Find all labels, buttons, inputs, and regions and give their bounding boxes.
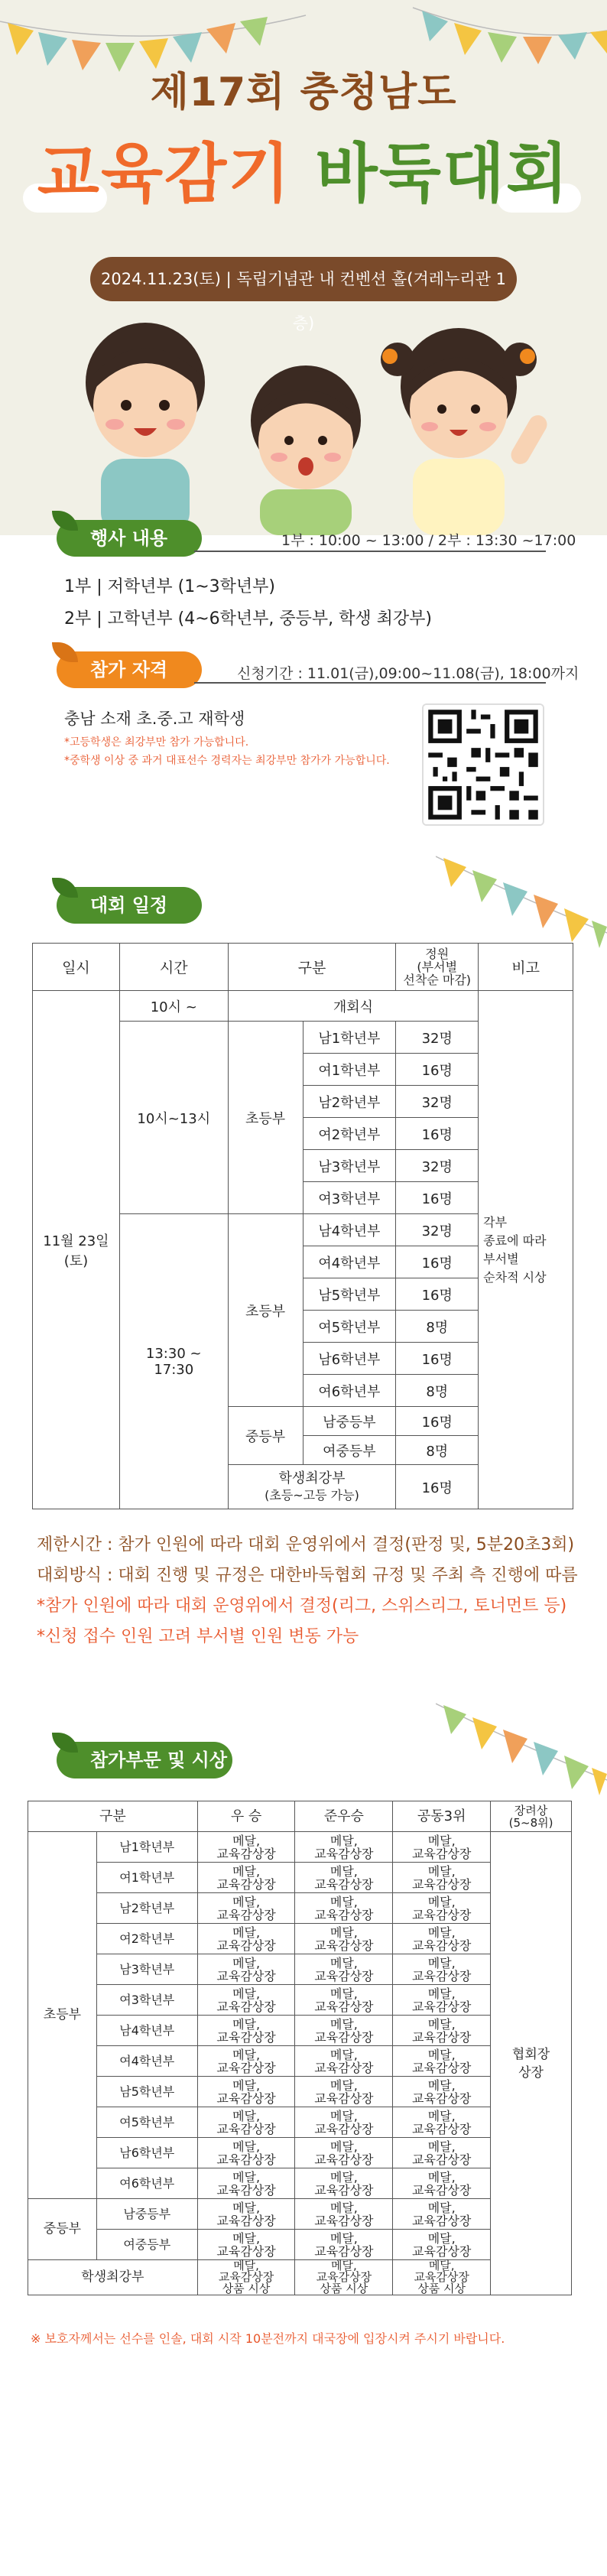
prize-table [28, 1801, 572, 2295]
table-row [28, 2199, 572, 2230]
prize-row-name: 여2학년부 [96, 1924, 197, 1954]
prize-winner [197, 2168, 295, 2199]
application-period: 신청기간 : 11.01(금),09:00~11.08(금), 18:00까지 [237, 665, 579, 682]
date-location-pill: 2024.11.23(토) | 독립기념관 내 컨벤션 홀(겨레누리관 1층) [90, 257, 517, 301]
award-text: 교육감상장 [412, 1968, 472, 1983]
rule-note2: *신청 접수 인원 고려 부서별 인원 변동 가능 [37, 1627, 359, 1646]
prize-row-name: 남중등부 [96, 2199, 197, 2230]
th-encourage-1: 장려상 [514, 1803, 548, 1817]
prize-runnerup [295, 2260, 393, 2295]
table-row-name: 남4학년부 [303, 1214, 396, 1246]
prize-winner [197, 1954, 295, 1985]
th-category: 구분 [28, 1801, 198, 1832]
encourage-text: 상장 [518, 2064, 544, 2081]
award-text: 메달, [428, 2259, 455, 2272]
medal-text: 메달, [427, 1986, 456, 2001]
medal-text: 메달, [427, 2108, 456, 2123]
prize-winner [197, 1893, 295, 1924]
prize-runnerup [295, 2077, 393, 2107]
remark-2: 종료에 따라 [483, 1233, 547, 1248]
th-encourage [491, 1801, 572, 1832]
prize-runnerup [295, 1954, 393, 1985]
table-row-cap: 16명 [396, 1407, 479, 1436]
table-row-cap: 32명 [396, 1022, 479, 1054]
leaf-icon [52, 878, 78, 898]
medal-text: 메달, [232, 2047, 261, 2062]
medal-text: 메달, [329, 2047, 358, 2062]
medal-text: 메달, [329, 2016, 358, 2032]
medal-text: 메달, [427, 2139, 456, 2154]
award-text: 교육감상장 [218, 2270, 274, 2284]
medal-text: 메달, [427, 2200, 456, 2215]
remark-1: 각부 [483, 1214, 508, 1230]
award-text: 교육감상장 [314, 2182, 374, 2198]
prize-third [393, 2138, 491, 2168]
eligibility-label-text: 참가 자격 [90, 659, 168, 681]
table-row-cap: 16명 [396, 1278, 479, 1311]
medal-text: 메달, [232, 1925, 261, 1940]
divider-event [194, 551, 546, 552]
medal-text: 메달, [232, 2230, 261, 2246]
award-text: 교육감상장 [216, 2182, 276, 2198]
medal-text: 메달, [427, 1833, 456, 1848]
table-row-cap: 32명 [396, 1086, 479, 1118]
eligibility-note1: *고등학생은 최강부만 참가 가능합니다. [64, 736, 249, 749]
div-mid: 중등부 [228, 1407, 303, 1465]
award-text: 교육감상장 [412, 2121, 472, 2136]
th-date: 일시 [33, 944, 120, 991]
date-cell [33, 991, 120, 1509]
prize-runnerup [295, 2107, 393, 2138]
table-row [28, 2230, 572, 2260]
medal-text: 메달, [427, 2077, 456, 2093]
table-row-name: 여3학년부 [303, 1182, 396, 1214]
medal-text: 메달, [427, 1894, 456, 1909]
award-text: 교육감상장 [216, 1846, 276, 1861]
award-text: 교육감상장 [216, 2243, 276, 2259]
medal-text: 메달, [427, 2047, 456, 2062]
table-row-cap: 16명 [396, 1118, 479, 1150]
award-text: 교육감상장 [314, 2090, 374, 2106]
table-row-name: 여6학년부 [303, 1375, 396, 1407]
award-text: 교육감상장 [314, 2152, 374, 2167]
award-text: 교육감상장 [216, 1938, 276, 1953]
medal-text: 메달, [427, 1955, 456, 1970]
award-text: 교육감상장 [314, 1999, 374, 2014]
award-text: 교육감상장 [314, 2243, 374, 2259]
date-text: 11월 23일 [43, 1233, 109, 1249]
table-row [28, 2046, 572, 2077]
remark-3: 부서별 [483, 1251, 519, 1266]
prize-third [393, 1863, 491, 1893]
award-text: 메달, [331, 2259, 357, 2272]
div-elem-1: 초등부 [228, 1022, 303, 1214]
table-row-name: 여중등부 [303, 1436, 396, 1465]
table-row [28, 2138, 572, 2168]
table-row-name: 여5학년부 [303, 1311, 396, 1343]
table-row-cap: 16명 [396, 1054, 479, 1086]
rule-time-limit: 제한시간 : 참가 인원에 따라 대회 운영위에서 결정(판정 및, 5분20초3회) [37, 1535, 575, 1554]
prize-runnerup [295, 2016, 393, 2046]
event-part1: 1부 | 저학년부 (1~3학년부) [64, 577, 275, 596]
ceremony-cell: 개회식 [228, 991, 478, 1022]
th-time: 시간 [119, 944, 228, 991]
div-best-b: (초등~고등 가능) [265, 1487, 359, 1502]
prize-third [393, 2260, 491, 2295]
prize-runnerup [295, 1863, 393, 1893]
table-row [28, 1832, 572, 1863]
prize-row-name: 여중등부 [96, 2230, 197, 2260]
schedule-table [32, 943, 573, 1509]
event-part2: 2부 | 고학년부 (4~6학년부, 중등부, 학생 최강부) [64, 609, 432, 629]
div-best-a: 학생최강부 [278, 1470, 346, 1486]
prize-third [393, 2077, 491, 2107]
table-row [28, 2168, 572, 2199]
table-row-name: 남1학년부 [303, 1022, 396, 1054]
prize-runnerup [295, 2199, 393, 2230]
award-text: 교육감상장 [314, 1938, 374, 1953]
award-text: 교육감상장 [216, 2090, 276, 2106]
table-row-cap: 8명 [396, 1436, 479, 1465]
medal-text: 메달, [329, 1863, 358, 1879]
table-row [28, 1954, 572, 1985]
prize-winner [197, 2016, 295, 2046]
prize-winner [197, 2077, 295, 2107]
prize-winner [197, 2138, 295, 2168]
prize-row-name: 남1학년부 [96, 1832, 197, 1863]
prize-third [393, 1954, 491, 1985]
prize-winner [197, 2230, 295, 2260]
table-row-name: 남3학년부 [303, 1150, 396, 1182]
medal-text: 메달, [329, 2139, 358, 2154]
day-text: (토) [63, 1252, 89, 1269]
title-line1: 제17회 충청남도 [150, 70, 457, 115]
th-third: 공동3위 [393, 1801, 491, 1832]
award-text: 교육감상장 [216, 2060, 276, 2075]
prize-winner [197, 2199, 295, 2230]
award-text: 교육감상장 [412, 2213, 472, 2228]
bunting-flags [436, 1696, 607, 1811]
award-text: 상품 시상 [222, 2282, 271, 2295]
table-row-cap: 16명 [396, 1246, 479, 1278]
award-text: 교육감상장 [412, 1876, 472, 1892]
medal-text: 메달, [329, 1955, 358, 1970]
medal-text: 메달, [329, 1894, 358, 1909]
prize-runnerup [295, 1985, 393, 2016]
event-label-text: 행사 내용 [90, 528, 168, 549]
award-text: 교육감상장 [412, 2029, 472, 2045]
th-capacity [396, 944, 479, 991]
medal-text: 메달, [232, 1986, 261, 2001]
hero-banner [0, 0, 607, 535]
prize-winner [197, 2046, 295, 2077]
th-runnerup: 준우승 [295, 1801, 393, 1832]
table-row-name: 남6학년부 [303, 1343, 396, 1375]
prize-runnerup [295, 2230, 393, 2260]
prize-runnerup [295, 1924, 393, 1954]
session-times: 1부 : 10:00 ~ 13:00 / 2부 : 13:30 ~17:00 [281, 532, 576, 549]
table-row [28, 2260, 572, 2295]
prize-row-name: 여6학년부 [96, 2168, 197, 2199]
prize-runnerup [295, 2046, 393, 2077]
medal-text: 메달, [427, 2016, 456, 2032]
th-winner: 우 승 [197, 1801, 295, 1832]
table-row-cap: 16명 [396, 1182, 479, 1214]
prize-winner [197, 1985, 295, 2016]
prize-runnerup [295, 2168, 393, 2199]
table-row-name: 여2학년부 [303, 1118, 396, 1150]
award-text: 교육감상장 [314, 2121, 374, 2136]
prize-winner [197, 2260, 295, 2295]
award-text: 교육감상장 [314, 1846, 374, 1861]
prize-third [393, 1832, 491, 1863]
award-text: 상품 시상 [417, 2282, 466, 2295]
prize-row-name: 남2학년부 [96, 1893, 197, 1924]
table-row-cap: 32명 [396, 1150, 479, 1182]
medal-text: 메달, [232, 1894, 261, 1909]
prize-third [393, 2107, 491, 2138]
prize-winner [197, 1832, 295, 1863]
title-line2 [0, 122, 607, 215]
prizes-label-text: 참가부문 및 시상 [90, 1749, 227, 1771]
rule-note1: *참가 인원에 따라 대회 운영위에서 결정(리그, 스위스리그, 토너먼트 등) [37, 1597, 567, 1616]
th-capacity-1: 정원 [425, 947, 450, 961]
table-row-name: 남중등부 [303, 1407, 396, 1436]
award-text: 교육감상장 [412, 2060, 472, 2075]
medal-text: 메달, [329, 1986, 358, 2001]
div-best [228, 1465, 396, 1509]
th-capacity-3: 선착순 마감) [403, 973, 472, 987]
prize-third [393, 2046, 491, 2077]
award-text: 교육감상장 [314, 1876, 374, 1892]
table-row-name: 남5학년부 [303, 1278, 396, 1311]
medal-text: 메달, [329, 1925, 358, 1940]
prize-third [393, 2199, 491, 2230]
title-orange: 교육감기 [37, 136, 292, 211]
medal-text: 메달, [329, 2169, 358, 2185]
award-text: 교육감상장 [314, 2029, 374, 2045]
th-encourage-2: (5~8위) [508, 1815, 553, 1830]
prize-runnerup [295, 1832, 393, 1863]
prize-winner [197, 2107, 295, 2138]
prize-row-name: 남5학년부 [96, 2077, 197, 2107]
award-text: 교육감상장 [216, 1907, 276, 1922]
award-text: 메달, [233, 2259, 259, 2272]
prize-row-name: 남3학년부 [96, 1954, 197, 1985]
medal-text: 메달, [329, 2230, 358, 2246]
leaf-icon [52, 1733, 78, 1753]
award-text: 교육감상장 [414, 2270, 469, 2284]
prize-third [393, 1924, 491, 1954]
award-text: 교육감상장 [314, 2060, 374, 2075]
rule-format: 대회방식 : 대회 진행 및 규정은 대한바둑협회 규정 및 주최 측 진행에 따름 [37, 1566, 578, 1585]
footer-notice: ※ 보호자께서는 선수를 인솔, 대회 시작 10분전까지 대국장에 입장시켜 주시기 바랍니다. [31, 2331, 505, 2346]
prize-third [393, 2230, 491, 2260]
medal-text: 메달, [232, 2108, 261, 2123]
award-text: 교육감상장 [216, 2213, 276, 2228]
prize-row-name: 여5학년부 [96, 2107, 197, 2138]
time-second-a: 13:30 ~ [145, 1345, 202, 1362]
th-division: 구분 [228, 944, 396, 991]
table-row-name: 여4학년부 [303, 1246, 396, 1278]
award-text: 교육감상장 [314, 2213, 374, 2228]
award-text: 교육감상장 [216, 2152, 276, 2167]
award-text: 교육감상장 [216, 2121, 276, 2136]
prize-encourage [491, 1832, 572, 2295]
award-text: 교육감상장 [314, 1907, 374, 1922]
remark-4: 순차적 시상 [483, 1269, 547, 1285]
award-text: 교육감상장 [412, 2182, 472, 2198]
children-illustration [31, 306, 576, 535]
schedule-label-text: 대회 일정 [90, 895, 168, 916]
prize-div-best: 학생최강부 [28, 2260, 198, 2295]
prize-row-name: 여1학년부 [96, 1863, 197, 1893]
encourage-text: 협회장 [511, 2046, 550, 2062]
table-row-cap: 8명 [396, 1311, 479, 1343]
qr-code-icon [422, 703, 544, 826]
th-capacity-2: (부서별 [417, 960, 458, 974]
time-second-b: 17:30 [154, 1361, 194, 1378]
th-remark: 비고 [479, 944, 573, 991]
medal-text: 메달, [427, 2230, 456, 2246]
medal-text: 메달, [232, 2169, 261, 2185]
medal-text: 메달, [232, 1955, 261, 1970]
time-first: 10시~13시 [119, 1022, 228, 1214]
award-text: 교육감상장 [412, 2152, 472, 2167]
award-text: 교육감상장 [412, 2090, 472, 2106]
award-text: 교육감상장 [314, 1968, 374, 1983]
award-text: 교육감상장 [216, 1968, 276, 1983]
medal-text: 메달, [232, 2200, 261, 2215]
award-text: 교육감상장 [216, 1876, 276, 1892]
prize-winner [197, 1924, 295, 1954]
prize-runnerup [295, 1893, 393, 1924]
leaf-icon [52, 642, 78, 662]
prize-div-mid: 중등부 [28, 2199, 97, 2260]
title-green: 바둑대회 [315, 136, 570, 211]
award-text: 교육감상장 [412, 1999, 472, 2014]
eligibility-who: 충남 소재 초.중.고 재학생 [64, 710, 245, 728]
medal-text: 메달, [329, 2077, 358, 2093]
award-text: 교육감상장 [412, 1907, 472, 1922]
table-row [28, 2107, 572, 2138]
award-text: 상품 시상 [320, 2282, 368, 2295]
medal-text: 메달, [232, 2016, 261, 2032]
table-row [28, 2016, 572, 2046]
div-elem-2: 초등부 [228, 1214, 303, 1407]
medal-text: 메달, [329, 2200, 358, 2215]
award-text: 교육감상장 [216, 2029, 276, 2045]
best-cap: 16명 [396, 1465, 479, 1509]
table-row [28, 1924, 572, 1954]
medal-text: 메달, [329, 2108, 358, 2123]
award-text: 교육감상장 [412, 1846, 472, 1861]
remark-cell [479, 991, 573, 1509]
medal-text: 메달, [427, 1863, 456, 1879]
eligibility-note2: *중학생 이상 중 과거 대표선수 경력자는 최강부만 참가가 가능합니다. [64, 755, 390, 767]
table-row [28, 1985, 572, 2016]
award-text: 교육감상장 [316, 2270, 372, 2284]
prize-row-name: 여4학년부 [96, 2046, 197, 2077]
section-label-event [57, 520, 202, 557]
medal-text: 메달, [427, 1925, 456, 1940]
prize-row-name: 남4학년부 [96, 2016, 197, 2046]
table-row-cap: 8명 [396, 1375, 479, 1407]
section-label-eligibility [57, 651, 202, 688]
award-text: 교육감상장 [412, 1938, 472, 1953]
prize-third [393, 1893, 491, 1924]
prize-third [393, 1985, 491, 2016]
medal-text: 메달, [329, 1833, 358, 1848]
prize-winner [197, 1863, 295, 1893]
time-second [119, 1214, 228, 1509]
table-row-cap: 32명 [396, 1214, 479, 1246]
prize-third [393, 2168, 491, 2199]
section-label-prizes [57, 1742, 232, 1779]
table-row [28, 1893, 572, 1924]
table-row-name: 남2학년부 [303, 1086, 396, 1118]
award-text: 교육감상장 [412, 2243, 472, 2259]
table-row [28, 2077, 572, 2107]
award-text: 교육감상장 [216, 1999, 276, 2014]
table-row [28, 1863, 572, 1893]
prize-runnerup [295, 2138, 393, 2168]
medal-text: 메달, [232, 2139, 261, 2154]
prize-third [393, 2016, 491, 2046]
prize-row-name: 남6학년부 [96, 2138, 197, 2168]
prize-row-name: 여3학년부 [96, 1985, 197, 2016]
table-row-cap: 16명 [396, 1343, 479, 1375]
medal-text: 메달, [427, 2169, 456, 2185]
time-open: 10시 ~ [119, 991, 228, 1022]
medal-text: 메달, [232, 1833, 261, 1848]
section-label-schedule [57, 887, 202, 924]
medal-text: 메달, [232, 1863, 261, 1879]
prize-div-elem: 초등부 [28, 1832, 97, 2199]
table-row-name: 여1학년부 [303, 1054, 396, 1086]
medal-text: 메달, [232, 2077, 261, 2093]
